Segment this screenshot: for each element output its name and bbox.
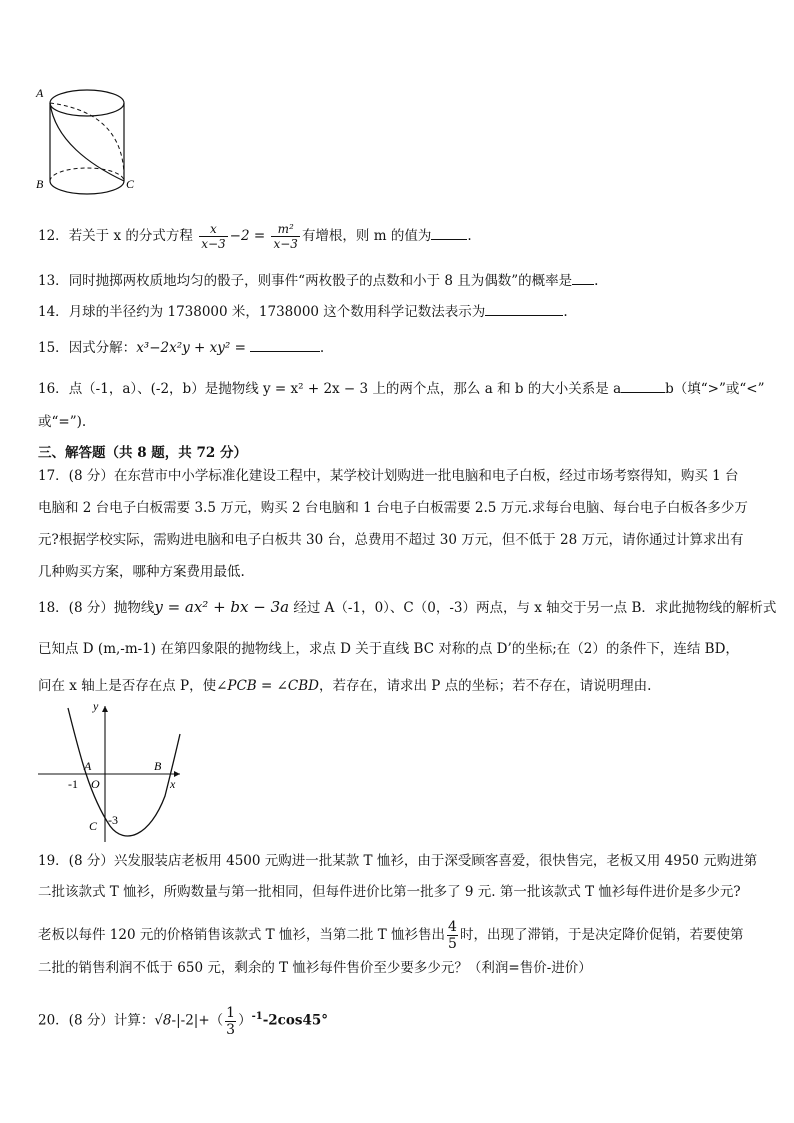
point-b-label: B [154, 759, 162, 773]
fraction-1-3: $\frac{1}{3}$ [226, 1004, 236, 1038]
question-16-line2: 或“=”). [38, 414, 87, 430]
fraction-x-over-x-3: $\frac{x}{x-3}$ [201, 222, 226, 251]
fraction-m2-over-x-3: $\frac{\text{m²}}{x-3}$ [273, 222, 298, 251]
question-18-line1: 18．(8 分）抛物线y = ax² + bx − 3a 经过 A（-1，0）、C（0，-3）两点，与 x 轴交于另一点 B．求此抛物线的解析式 [38, 598, 777, 616]
answer-blank [572, 270, 594, 285]
question-19-line3: 老板以每件 120 元的价格销售该款式 T 恤衫，当第二批 T 恤衫售出 $\frac{4}{5}$ 时，出现了滞销，于是决定降价促销，若要使第 [38, 919, 744, 952]
question-15: 15．因式分解：x³−2x²y + xy² = . [38, 337, 324, 358]
question-19-line1: 19．(8 分）兴发服装店老板用 4500 元购进一批某款 T 恤衫，由于深受顾客喜爱，很快售完，老板又用 4950 元购进第 [38, 853, 758, 869]
question-18-line2: 已知点 D (m,-m-1) 在第四象限的抛物线上，求点 D 关于直线 BC 对称的点 D’的坐标;在（2）的条件下，连结 BD， [38, 641, 739, 657]
label-c: C [126, 177, 135, 191]
neg3-label: -3 [108, 813, 118, 827]
question-20: 20．(8 分）计算：√8-|-2|+（ $\frac{1}{3}$ ）$^{-1}$-2cos45° [38, 1004, 329, 1038]
answer-blank [250, 337, 320, 352]
fraction-4-5: $\frac{4}{5}$ [448, 919, 457, 952]
cylinder-figure [30, 80, 150, 200]
question-19-line4: 二批的销售利润不低于 650 元，剩余的 T 恤衫每件售价至少要多少元？（利润=售价-进价） [38, 960, 592, 976]
label-b: B [36, 177, 44, 191]
y-axis-label: y [93, 699, 99, 713]
point-a-label: A [84, 759, 92, 773]
question-18-line3: 问在 x 轴上是否存在点 P，使∠PCB = ∠CBD，若存在，请求出 P 点的坐标；若不存在，请说明理由. [38, 678, 652, 694]
question-16: 16．点（-1，a）、(-2，b）是抛物线 y = x² + 2x − 3 上的两个点，那么 a 和 b 的大小关系是 a b（填“>”或“<” [38, 378, 765, 399]
neg1-label: -1 [68, 777, 78, 791]
section-title: 三、解答题（共 8 题，共 72 分） [38, 445, 247, 461]
x-axis-label: x [170, 777, 176, 791]
question-19-line2: 二批该款式 T 恤衫，所购数量与第一批相同，但每件进价比第一批多了 9 元. 第一批该款式 T 恤衫每件进价是多少元? [38, 884, 741, 900]
question-13: 13．同时抛掷两枚质地均匀的骰子，则事件“两枚骰子的点数和小于 8 且为偶数”的概率是 . [38, 270, 598, 291]
question-14: 14．月球的半径约为 1738000 米，1738000 这个数用科学记数法表示为 . [38, 301, 568, 322]
origin-label: O [91, 777, 100, 791]
answer-blank [431, 225, 467, 240]
label-a: A [36, 86, 44, 100]
parabola-figure [30, 696, 190, 846]
question-12: 12．若关于 x 的分式方程 $\frac{x}{x-3}$ −2 = $\frac{\text{m²}}{x-3}$ 有增根，则 m 的值为 . [38, 222, 472, 251]
question-17: 17．(8 分）在东营市中小学标准化建设工程中，某学校计划购进一批电脑和电子白板，经过市场考察得知，购买 1 台 电脑和 2 台电子白板需要 3.5 万元，购买 2 台电脑和 1 台电子白板需要 2.5 万元.求每台电脑、每台电子白板各多少万 元?根据学校实际，需购进电脑和电子白板共 30 台，总费用不超过 30 万元，但不低于 28 万元，请你通过计算求出有 几种购买方案，哪种方案费用最低. [38, 468, 748, 580]
answer-blank [621, 378, 665, 393]
point-c-label: C [89, 819, 98, 833]
answer-blank [485, 301, 563, 316]
